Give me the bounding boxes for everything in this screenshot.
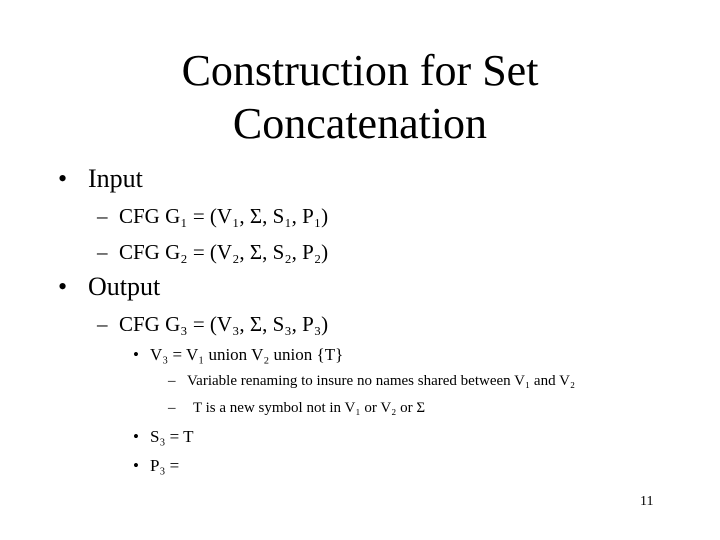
v3-definition <box>133 345 343 365</box>
g1-definition <box>97 204 328 229</box>
dash-marker: – <box>168 373 176 389</box>
dash-marker: – <box>97 240 108 264</box>
g2-definition <box>97 240 328 265</box>
renaming-note <box>168 373 575 390</box>
bullet-marker: • <box>133 427 139 446</box>
bullet-marker: • <box>58 164 68 193</box>
slide-title <box>0 44 720 150</box>
bullet-marker: • <box>133 345 139 364</box>
g3-definition <box>97 312 328 337</box>
input-label: Input <box>88 164 143 193</box>
p3-text: P₃ = <box>150 456 180 475</box>
output-bullet <box>58 272 160 302</box>
g3-text: CFG G₃ = (V₃, Σ, S₃, P₃) <box>119 312 329 336</box>
dash-marker: – <box>97 312 108 336</box>
g2-text: CFG G₂ = (V₂, Σ, S₂, P₂) <box>119 240 329 264</box>
input-bullet <box>58 164 143 194</box>
title-line-1: Construction for Set <box>181 46 539 95</box>
dash-marker: – <box>168 400 176 416</box>
s3-definition <box>133 427 194 447</box>
bullet-marker: • <box>58 272 68 301</box>
title-line-2: Concatenation <box>232 99 488 148</box>
renaming-text: Variable renaming to insure no names shared between V₁ and V₂ <box>187 373 576 389</box>
bullet-marker: • <box>133 456 139 475</box>
dash-marker: – <box>97 204 108 228</box>
output-label: Output <box>88 272 161 301</box>
p3-definition <box>133 456 179 476</box>
v3-text: V₃ = V₁ union V₂ union {T} <box>150 345 344 364</box>
g1-text: CFG G₁ = (V₁, Σ, S₁, P₁) <box>119 204 329 228</box>
s3-text: S₃ = T <box>150 427 194 446</box>
new-symbol-note <box>168 400 425 417</box>
page-number: 11 <box>640 494 654 509</box>
new-symbol-text: T is a new symbol not in V₁ or V₂ or Σ <box>193 400 426 416</box>
